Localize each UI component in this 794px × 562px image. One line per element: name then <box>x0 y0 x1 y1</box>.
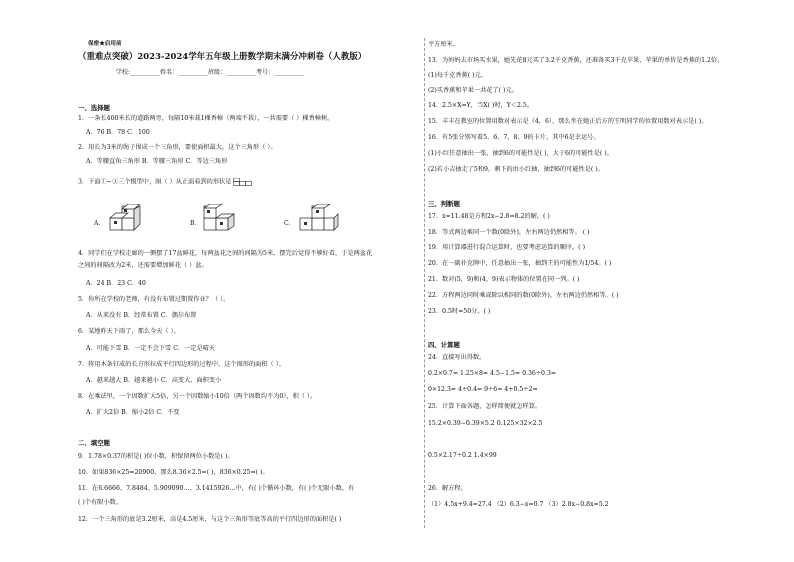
question-15: 15．丰丰在教室的位置用数对表示是（4，6），那么坐在她正后方的王明同学的位置用数对表示是( )。 <box>428 118 708 125</box>
question-1: 1．一条长400米长的道路两旁，每隔10米栽1棵香樟（两端不栽），一共需要（ ）棵香樟树。 <box>78 115 334 122</box>
secret-label: 保密★启用前 <box>88 41 122 47</box>
question-3 <box>78 178 253 187</box>
model-c-label: C． <box>284 220 295 227</box>
question-22: 22．方程两边同时乘或除以相同的数(0除外)，左右两边仍然相等。( ) <box>428 292 619 299</box>
section-heading-judge: 三、判断题 <box>428 200 460 208</box>
question-11-cont: ( )个有限小数。 <box>78 499 122 506</box>
question-26: 26．解方程。 <box>428 485 467 492</box>
question-16: 16．有5张分别写着5、6、7、8、9的卡片，其中6是幸运号。 <box>428 134 600 141</box>
cube-models-row <box>78 204 418 238</box>
column-divider <box>424 38 425 528</box>
question-16-part-2: (2)若小吉抽走了5和9，剩下的由小红抽，抽到6的可能性是( )。 <box>428 166 604 173</box>
question-4-options: A．24 B．23 C．40 <box>86 280 146 287</box>
model-a-label: A． <box>94 220 105 227</box>
question-10: 10．如果836×25=20900，那么8.36×2.5=( )，836×0.25=( )。 <box>78 469 269 476</box>
question-17: 17．x=11.48是方程2x−2.8=8.2的解。( ) <box>428 213 550 220</box>
question-13-part-1: (1)每千克香蕉( )元。 <box>428 72 487 79</box>
question-6: 6．某地昨天下雨了，那么今天（ ）。 <box>78 328 180 335</box>
student-info-line: 学校:__________姓名：__________班级：__________考号：__________ <box>116 69 305 76</box>
cube-model-b-icon <box>202 204 244 236</box>
question-5-options: A．从来没有 B．经常布置 C．偶尔布置 <box>86 312 197 319</box>
question-5: 5．你所在学校的老师，有没有布置过期置作业？（ ）。 <box>78 296 230 303</box>
question-7-options: A．越来越大 B．越来越小 C．高变大，面积变小 <box>86 377 222 384</box>
question-25-row-1: 15.2×0.39−0.39×5.2 0.125×32×2.5 <box>428 420 543 427</box>
question-25: 25．计算下面各题，怎样简便就怎样算。 <box>428 403 542 410</box>
section-heading-fill: 二、填空题 <box>78 439 110 447</box>
front-view-grid-icon <box>233 178 253 186</box>
question-20: 20．在一副扑克牌中，任意抽出一张，抽到王的可能性为1/54。( ) <box>428 260 612 267</box>
cube-model-c-icon <box>298 204 342 236</box>
question-1-options: A．76 B．78 C．100 <box>86 129 150 136</box>
exam-title: （重难点突破）2023-2024学年五年级上册数学期末满分冲刺卷（人教版） <box>78 51 367 61</box>
question-23: 23．0.5时=50分。( ) <box>428 308 491 315</box>
question-24: 24．直接写出得数。 <box>428 354 486 361</box>
question-13-part-2: (2)买香蕉和苹果一共花了( )元。 <box>428 87 518 94</box>
question-24-row-1: 0.2×0.7= 1.25×8= 4.5−1.5= 0.36÷0.3= <box>428 370 557 377</box>
question-13: 13．为妈妈去市场买水果，她先花8元买了3.2千克香蕉，还准备买3千克苹果，苹果的单价是香蕉的1.2倍。 <box>428 57 724 64</box>
question-4-cont: 之间的间隔改为2米，还需要增加鲜花（ ）盆。 <box>78 262 208 269</box>
question-26-equations: （1）4.5x+9.4=27.4 （2）6.3−x=0.7 （3）2.8x−0.8x=5.2 <box>428 501 609 508</box>
question-18: 18．等式两边乘同一个数(0除外)，左右两边仍然相等。 ( ) <box>428 229 590 236</box>
question-4: 4．同学们在学校走廊的一侧摆了17盆鲜花，每两盆花之间的间隔为5米，摆完后觉得不够好看，于是两盆花 <box>78 250 373 257</box>
question-9: 9．1.78×0.37的积是( )位小数，积保留两位小数是( )。 <box>78 453 234 460</box>
question-25-row-2: 0.5×2.17÷0.2 1.4×99 <box>428 452 497 459</box>
question-2: 2．用长为3米的绳子围成一个三角形，要使面积最大，这个三角形（ ）。 <box>78 144 277 151</box>
cube-model-a-icon <box>108 204 150 236</box>
question-2-options: A．等腰直角三角形 B．等腰三角形 C．等边三角形 <box>86 158 228 165</box>
question-16-part-1: (1)小红任意抽出一张，抽到6的可能性是( )，大于6的可能性是( )。 <box>428 150 613 157</box>
question-11: 11．在6.6666、7.8484、5.909090…、3.1415926…中，有( )个循环小数，有( )个无限小数，有 <box>78 485 355 492</box>
section-heading-calc: 四、计算题 <box>428 341 460 349</box>
question-3-text: 3．下面①~③三个模型中，图（ ）从正面看到的形状是 <box>78 178 232 186</box>
model-b-label: B． <box>190 220 201 227</box>
question-12-cont: 平方厘米。 <box>428 41 459 48</box>
question-8-options: A．扩大2倍 B．缩小2倍 C．不变 <box>86 409 180 416</box>
question-7: 7．将用木条钉成的长方形拉成平行四边形的过程中，这个图形的面积（ ）。 <box>78 361 285 368</box>
question-12: 12．一个三角形的底是3.2厘米，高是4.5厘米，与这个三角形等底等高的平行四边形的面积是( ) <box>78 516 342 523</box>
question-14: 14．2.5×X=Y，当X( )时，Y＜2.5。 <box>428 102 534 109</box>
question-8: 8．在乘法里，一个因数扩大5倍，另一个因数缩小10倍（两个因数均不为0），积（ ）。 <box>78 393 317 400</box>
question-19: 19．用计算器进行混合运算时，也要考虑运算的顺序。( ) <box>428 244 585 251</box>
section-heading-choice: 一、选择题 <box>78 104 110 112</box>
question-6-options: A．可能下雪 B．一定不会下雪 C．一定是晴天 <box>86 345 216 352</box>
question-21: 21．数对(5，9)和(4，9)表示物体的位置在同一列。( ) <box>428 276 580 283</box>
question-24-row-2: 0×12.3= 4÷0.4= 9÷6= 4+0.5÷2= <box>428 386 538 393</box>
